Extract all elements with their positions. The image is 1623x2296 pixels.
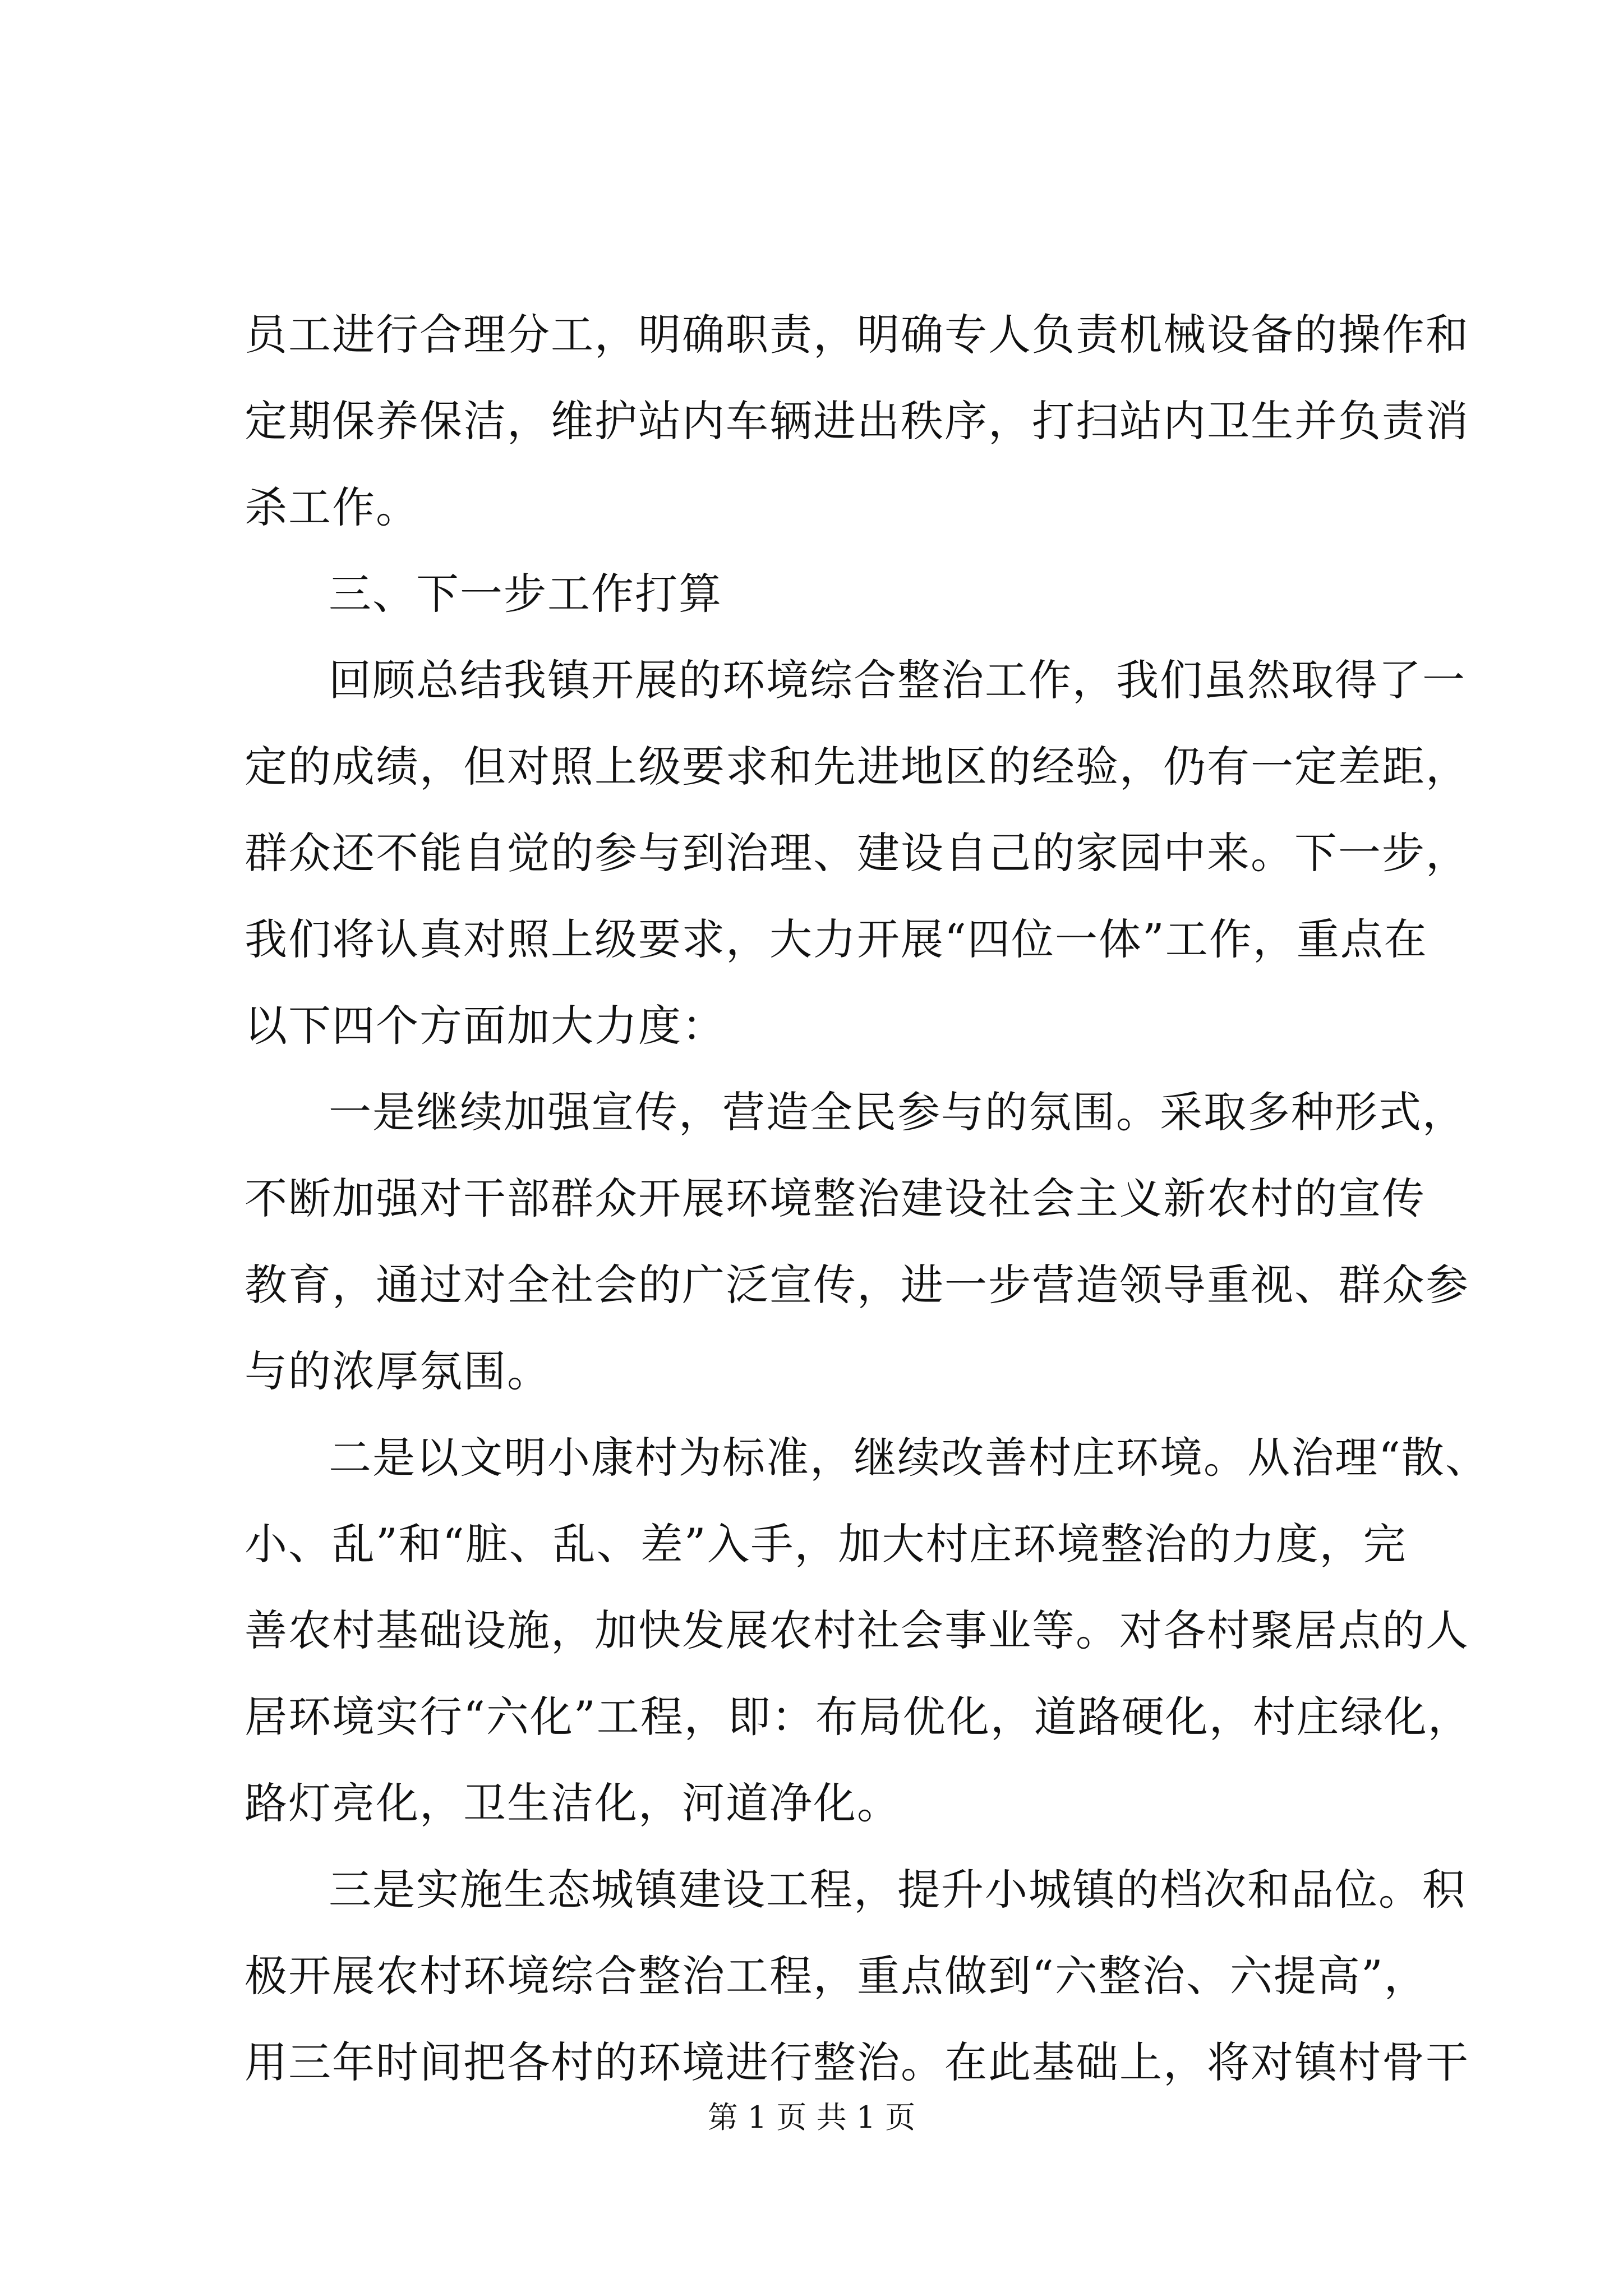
text-line: 三是实施生态城镇建设工程，提升小城镇的档次和品位。积	[329, 1865, 1466, 1915]
text-line: 用三年时间把各村的环境进行整治。在此基础上，将对镇村骨干	[245, 2037, 1469, 2087]
document-body	[245, 292, 1489, 2106]
text-line: 杀工作。	[245, 482, 419, 532]
text-line: 居环境实行“六化”工程，即：布局优化，道路硬化，村庄绿化，	[245, 1692, 1472, 1742]
page-footer: 第 1 页 共 1 页	[707, 2100, 916, 2135]
text-line: 不断加强对干部群众开展环境整治建设社会主义新农村的宣传	[245, 1174, 1426, 1223]
text-line: 善农村基础设施，加快发展农村社会事业等。对各村聚居点的人	[245, 1605, 1469, 1655]
text-line: 与的浓厚氛围。	[245, 1346, 551, 1396]
text-line: 路灯亮化，卫生洁化，河道净化。	[245, 1778, 901, 1828]
section-heading: 三、下一步工作打算	[329, 569, 722, 619]
text-line: 员工进行合理分工，明确职责，明确专人负责机械设备的操作和	[245, 310, 1469, 360]
text-line: 小、乱”和“脏、乱、差”入手，加大村庄环境整治的力度，完	[245, 1519, 1407, 1569]
text-line: 回顾总结我镇开展的环境综合整治工作，我们虽然取得了一	[329, 655, 1466, 705]
text-line: 定期保养保洁，维护站内车辆进出秩序，打扫站内卫生并负责消	[245, 396, 1469, 446]
text-line: 极开展农村环境综合整治工程，重点做到“六整治、六提高”，	[245, 1951, 1428, 2001]
text-line: 以下四个方面加大力度：	[245, 1001, 726, 1051]
text-line: 定的成绩，但对照上级要求和先进地区的经验，仍有一定差距，	[245, 742, 1469, 792]
text-line: 教育，通过对全社会的广泛宣传，进一步营造领导重视、群众参	[245, 1260, 1469, 1310]
text-line: 二是以文明小康村为标准，继续改善村庄环境。从治理“散、	[329, 1433, 1489, 1483]
text-line: 我们将认真对照上级要求，大力开展“四位一体”工作，重点在	[245, 914, 1428, 964]
text-line: 群众还不能自觉的参与到治理、建设自己的家园中来。下一步，	[245, 828, 1469, 878]
text-line: 一是继续加强宣传，营造全民参与的氛围。采取多种形式，	[329, 1087, 1466, 1137]
